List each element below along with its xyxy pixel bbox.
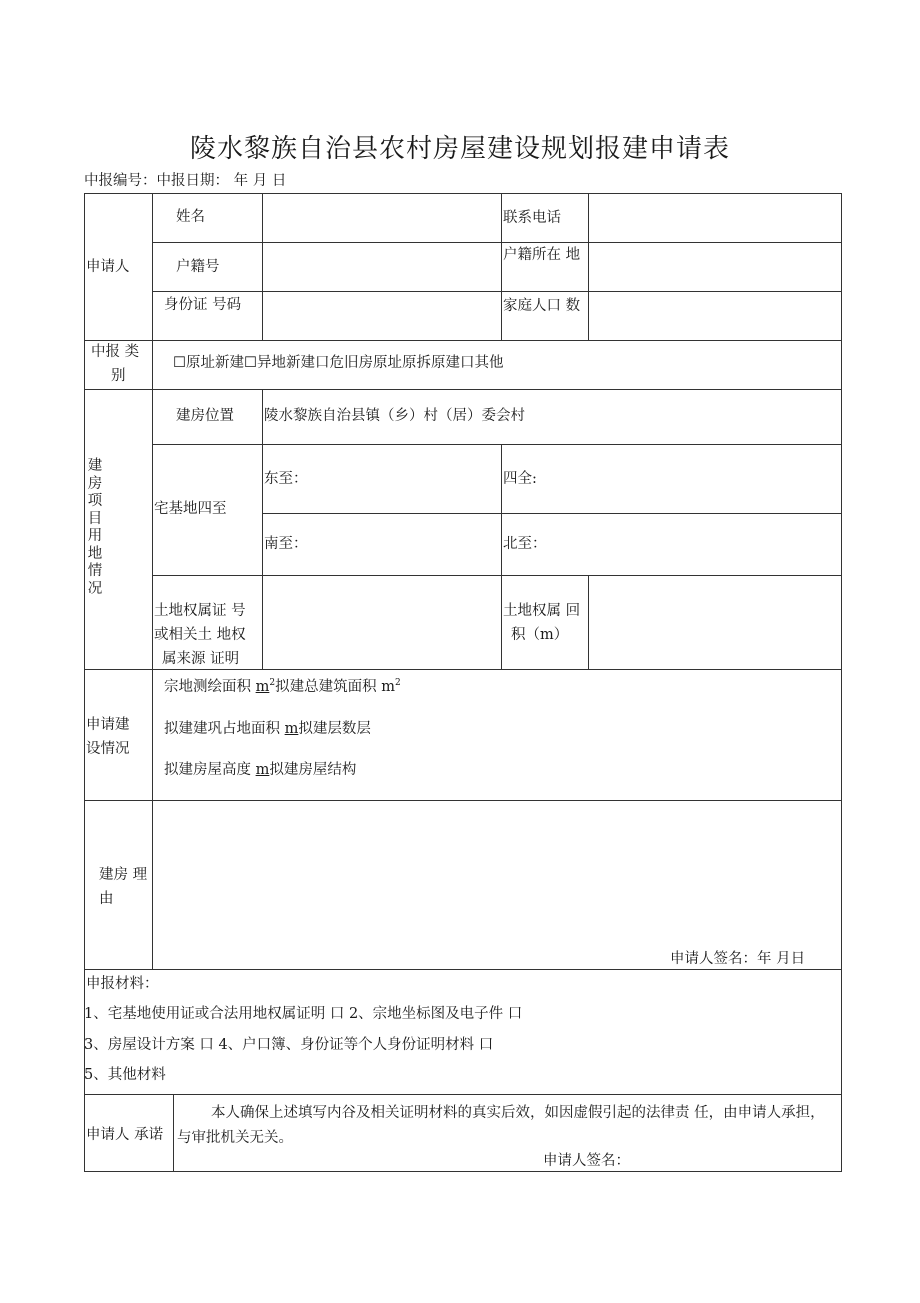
application-number-date: 中报编号：中报日期： 年 月 日 bbox=[84, 173, 287, 189]
north-boundary: 北至： bbox=[503, 536, 547, 552]
total-floor-area-unit-sup: 2 bbox=[394, 678, 401, 689]
form-title: 陵水黎族自治县农村房屋建设规划报建申请表 bbox=[189, 134, 730, 164]
id-number-label: 身份证 号码 bbox=[164, 297, 242, 313]
category-label-line2: 别 bbox=[111, 368, 126, 384]
pledge-label: 申请人 承诺 bbox=[86, 1127, 164, 1143]
materials-line-3: 5、其他材料 bbox=[84, 1067, 166, 1083]
west-boundary: 四全: bbox=[503, 471, 537, 487]
land-area-label-line1: 土地权属 回 bbox=[503, 603, 581, 619]
pledge-text: 本人确保上述填写内谷及相关证明材料的真实后效，如因虚假引起的法律责 任，由申请人承担，与审批机关无关。 bbox=[177, 1105, 825, 1146]
name-label: 姓名 bbox=[176, 209, 205, 225]
footprint-area-label: 拟建建巩占地面积 bbox=[164, 721, 285, 737]
east-boundary: 东至： bbox=[264, 471, 308, 487]
construction-line-3 bbox=[164, 759, 356, 782]
land-cert-label-line2: 或相关土 地权 bbox=[154, 627, 246, 643]
survey-area-unit-sup: 2 bbox=[269, 678, 276, 689]
construction-label-line1: 申请建 bbox=[86, 717, 130, 733]
south-boundary: 南至： bbox=[264, 536, 308, 552]
category-options: ☐原址新建☐异地新建口危旧房原址原拆原建口其他 bbox=[173, 355, 504, 371]
pledge-signature: 申请人签名： bbox=[543, 1153, 630, 1169]
materials-heading: 申报材料： bbox=[86, 976, 159, 992]
category-label-line1: 中报 类 bbox=[91, 344, 140, 360]
boundary-label: 宅基地四至 bbox=[154, 501, 227, 517]
family-size-label: 家庭人口 数 bbox=[503, 298, 581, 314]
survey-area-label: 宗地测绘面积 bbox=[164, 679, 256, 695]
project-group-label: 建房项目用地情况 bbox=[87, 458, 103, 597]
materials-line-2: 3、房屋设计方案 口 4、户口簿、身份证等个人身份证明材料 口 bbox=[84, 1037, 494, 1053]
land-area-label-line2: 积（m） bbox=[511, 627, 569, 643]
applicant-group-label: 申请人 bbox=[86, 259, 130, 275]
structure-label: 拟建房屋结构 bbox=[269, 762, 357, 778]
construction-line-2 bbox=[164, 718, 371, 741]
floors-label: 拟建层数层 bbox=[298, 721, 371, 737]
land-cert-label-line3: 属来源 证明 bbox=[162, 651, 240, 667]
hukou-label: 户籍号 bbox=[176, 259, 220, 275]
reason-label-line2: 由 bbox=[99, 891, 114, 907]
survey-area-unit: m bbox=[255, 679, 270, 695]
height-label: 拟建房屋高度 bbox=[164, 762, 256, 778]
construction-label-line2: 设情况 bbox=[86, 741, 130, 757]
total-floor-area-label: 拟建总建筑面积 m bbox=[275, 679, 395, 695]
materials-line-1: 1、宅基地使用证或合法用地权属证明 口 2、宗地坐标图及电子件 口 bbox=[84, 1006, 523, 1022]
location-label: 建房位置 bbox=[176, 408, 234, 424]
phone-label: 联系电话 bbox=[503, 210, 561, 226]
reason-signature: 申请人签名：年 月日 bbox=[670, 951, 806, 967]
hukou-place-label: 户籍所在 地 bbox=[503, 247, 581, 263]
reason-label-line1: 建房 理 bbox=[99, 867, 148, 883]
footprint-area-unit: m bbox=[284, 721, 299, 737]
land-cert-label-line1: 土地权属证 号 bbox=[154, 603, 246, 619]
height-unit: m bbox=[255, 762, 270, 778]
location-value: 陵水黎族自治县镇（乡）村（居）委会村 bbox=[264, 408, 525, 424]
construction-line-1 bbox=[164, 676, 401, 699]
